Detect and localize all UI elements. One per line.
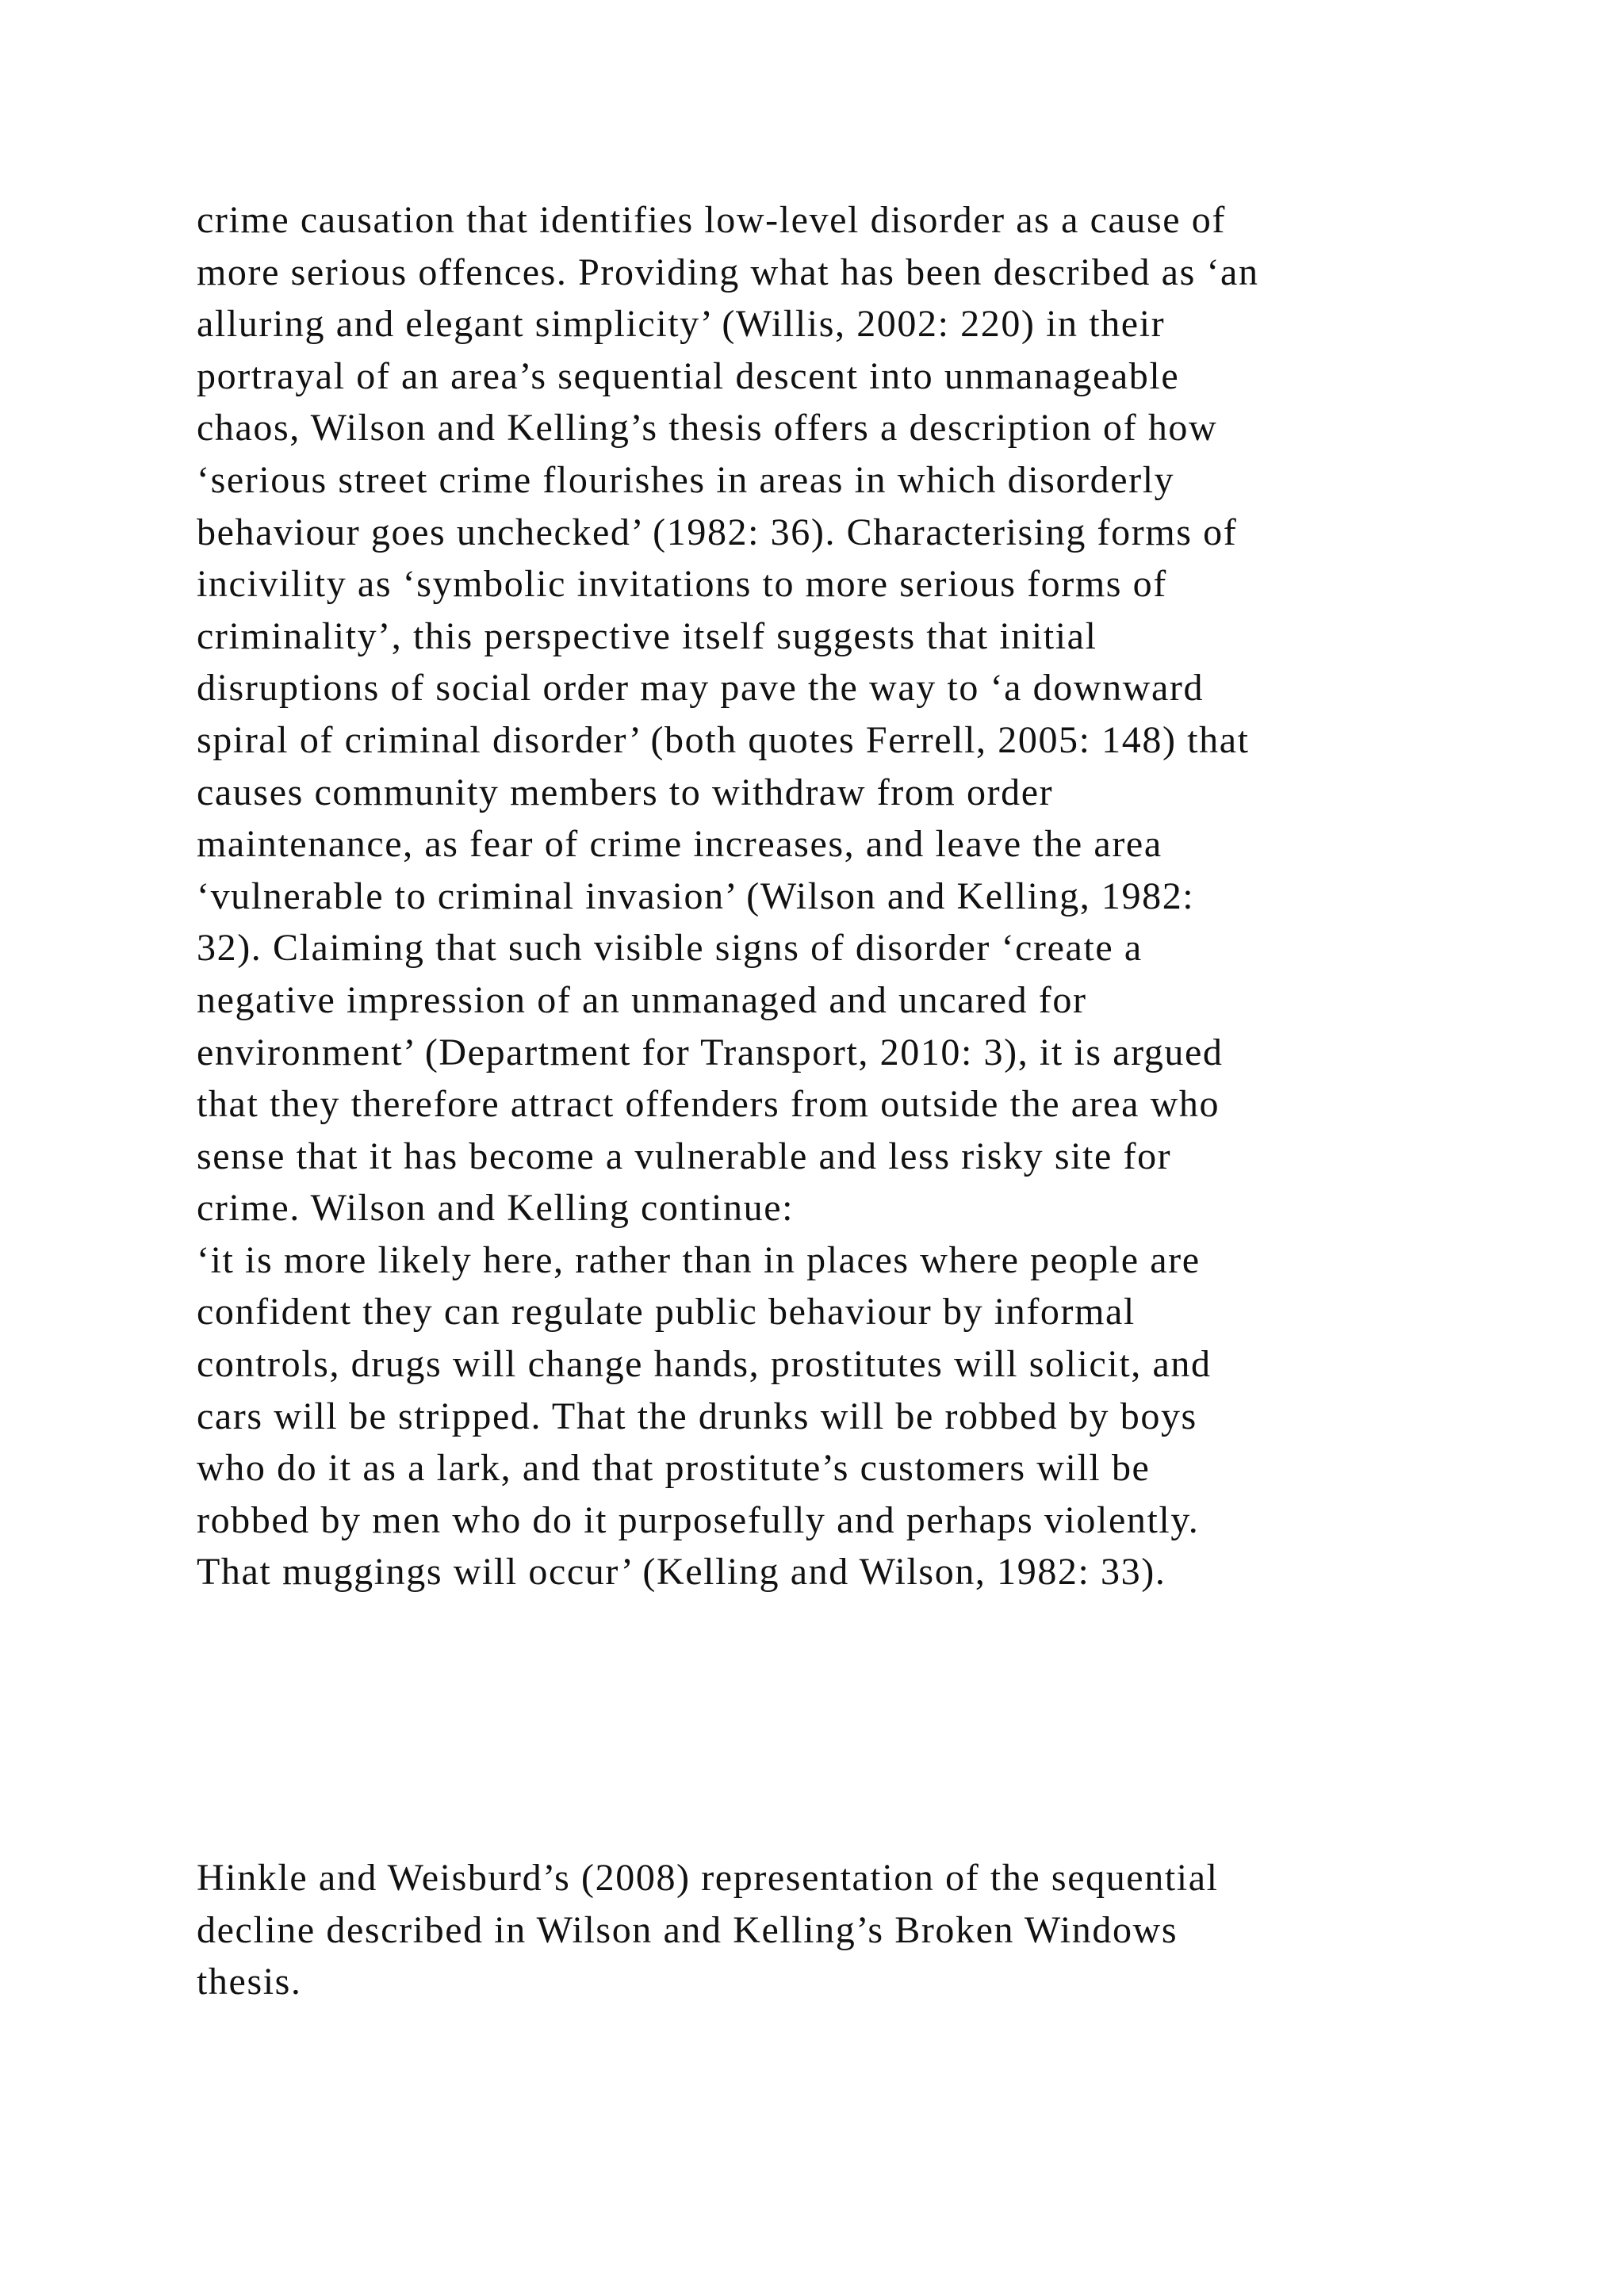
text-line: more serious offences. Providing what has been described as ‘an [197,251,1259,293]
text-line: causes community members to withdraw from order [197,771,1054,813]
quote-line: cars will be stripped. That the drunks will be robbed by boys [197,1395,1197,1437]
text-line: behaviour goes unchecked’ (1982: 36). Characterising forms of [197,511,1238,553]
figure-caption [197,1852,1465,2008]
caption-line: decline described in Wilson and Kelling’s Broken Windows [197,1908,1178,1951]
quote-line: confident they can regulate public behaviour by informal [197,1291,1136,1334]
text-line: disruptions of social order may pave the way to ‘a downward [197,667,1205,710]
text-line: 32). Claiming that such visible signs of disorder ‘create a [197,927,1143,970]
quote-line: That muggings will occur’ (Kelling and Wilson, 1982: 33). [197,1551,1166,1594]
caption-line: thesis. [197,1961,302,2003]
text-line: that they therefore attract offenders from outside the area who [197,1083,1220,1126]
text-line: criminality’, this perspective itself suggests that initial [197,614,1097,657]
text-line: crime causation that identifies low-level disorder as a cause of [197,199,1226,241]
quote-line: controls, drugs will change hands, prostitutes will solicit, and [197,1343,1212,1386]
text-line: sense that it has become a vulnerable and less risky site for [197,1135,1172,1177]
text-line: crime. Wilson and Kelling continue: [197,1187,795,1230]
text-line: ‘serious street crime flourishes in areas in which disorderly [197,458,1175,501]
text-line: maintenance, as fear of crime increases, and leave the area [197,823,1162,866]
text-line: chaos, Wilson and Kelling’s thesis offers a description of how [197,407,1218,450]
block-quote [197,1234,1465,1598]
text-line: ‘vulnerable to criminal invasion’ (Wilson and Kelling, 1982: [197,874,1195,917]
quote-line: who do it as a lark, and that prostitute’s customers will be [197,1447,1151,1490]
quote-line: robbed by men who do it purposefully and perhaps violently. [197,1498,1200,1541]
paragraph-body [197,194,1465,1234]
text-line: spiral of criminal disorder’ (both quotes Ferrell, 2005: 148) that [197,718,1250,761]
text-line: incivility as ‘symbolic invitations to more serious forms of [197,563,1167,606]
text-line: negative impression of an unmanaged and uncared for [197,978,1087,1021]
text-line: alluring and elegant simplicity’ (Willis, 2002: 220) in their [197,303,1166,346]
text-line: environment’ (Department for Transport, 2010: 3), it is argued [197,1031,1224,1073]
caption-line: Hinkle and Weisburd’s (2008) representation of the sequential [197,1857,1219,1899]
main-text-block [197,194,1465,1598]
quote-line: ‘it is more likely here, rather than in places where people are [197,1238,1201,1281]
text-line: portrayal of an area’s sequential descent into unmanageable [197,354,1180,397]
